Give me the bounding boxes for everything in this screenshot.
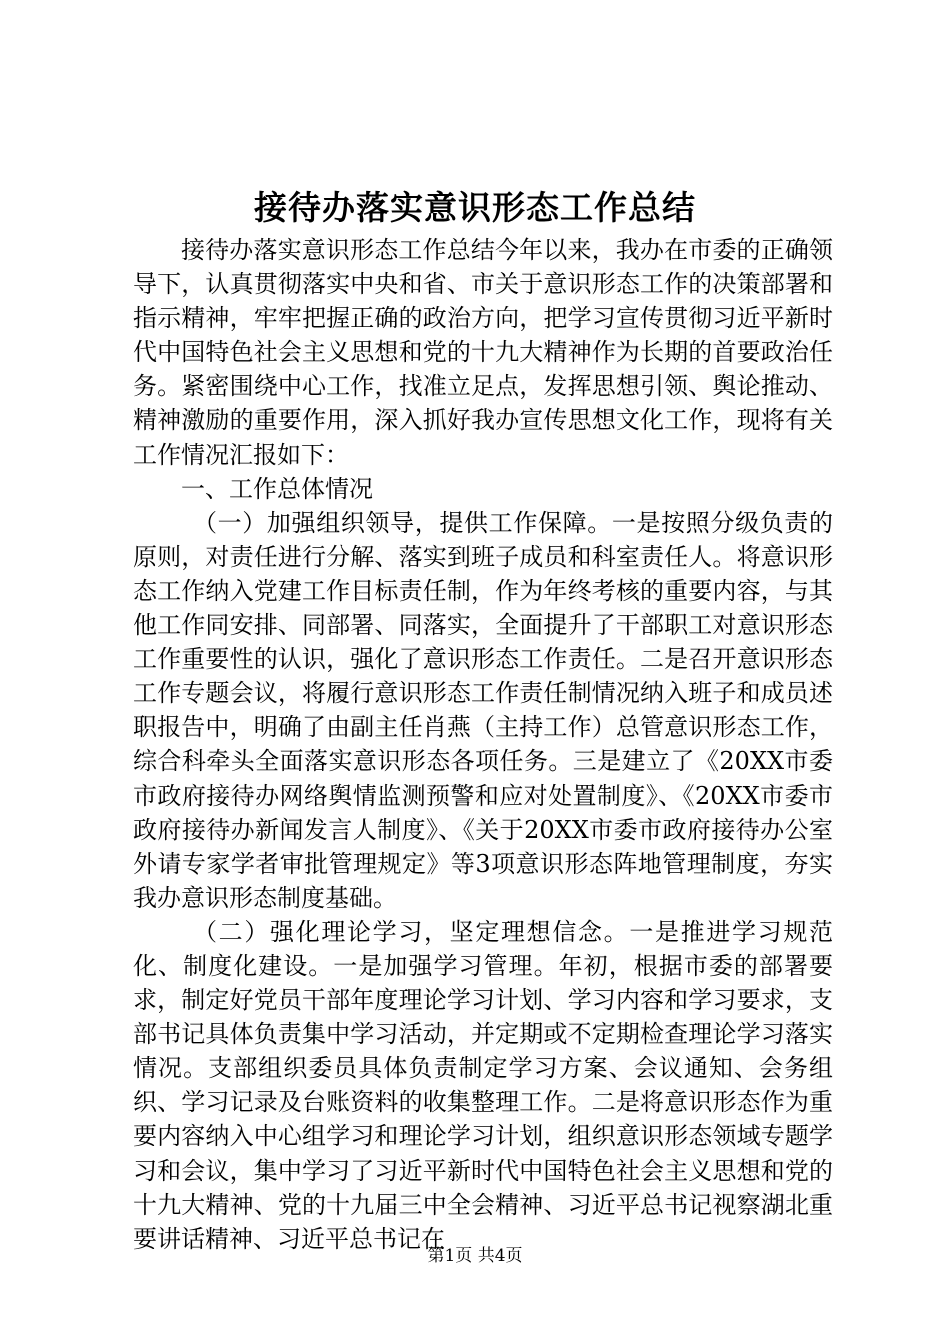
intro-paragraph: 接待办落实意识形态工作总结今年以来，我办在市委的正确领导下，认真贯彻落实中央和省、市关于意识形态工作的决策部署和指示精神，牢牢把握正确的政治方向，把学习宣传贯彻习近平新时代中国特色社会主义思想和党的十九大精神作为长期的首要政治任务。紧密围绕中心工作，找准立足点，发挥思想引领、舆论推动、精神激励的重要作用，深入抓好我办宣传思想文化工作，现将有关工作情况汇报如下： — [133, 236, 833, 469]
subsection-paragraph-2: （二）强化理论学习，坚定理想信念。一是推进学习规范化、制度化建设。一是加强学习管理。年初，根据市委的部署要求，制定好党员干部年度理论学习计划、学习内容和学习要求，支部书记具体负责集中学习活动，并定期或不定期检查理论学习落实情况。支部组织委员具体负责制定学习方案、会议通知、会务组织、学习记录及台账资料的收集整理工作。二是将意识形态作为重要内容纳入中心组学习和理论学习计划，组织意识形态领域专题学习和会议，集中学习了习近平新时代中国特色社会主义思想和党的十九大精神、党的十九届三中全会精神、习近平总书记视察湖北重要讲话精神、习近平总书记在 — [133, 917, 833, 1253]
page-number-footer: 第1页 共4页 — [427, 1246, 523, 1266]
subsection-paragraph-1: （一）加强组织领导，提供工作保障。一是按照分级负责的原则，对责任进行分解、落实到班子成员和科室责任人。将意识形态工作纳入党建工作目标责任制，作为年终考核的重要内容，与其他工作同安排、同部署、同落实，全面提升了干部职工对意识形态工作重要性的认识，强化了意识形态工作责任。二是召开意识形态工作专题会议，将履行意识形态工作责任制情况纳入班子和成员述职报告中，明确了由副主任肖燕（主持工作）总管意识形态工作，综合科牵头全面落实意识形态各项任务。三是建立了《20XX市委市政府接待办网络舆情监测预警和应对处置制度》、《20XX市委市政府接待办新闻发言人制度》、《关于20XX市委市政府接待办公室外请专家学者审批管理规定》等3项意识形态阵地管理制度，夯实我办意识形态制度基础。 — [133, 508, 833, 912]
section-heading: 一、工作总体情况 — [181, 474, 373, 503]
document-title: 接待办落实意识形态工作总结 — [254, 188, 696, 227]
document-body — [133, 233, 833, 1256]
